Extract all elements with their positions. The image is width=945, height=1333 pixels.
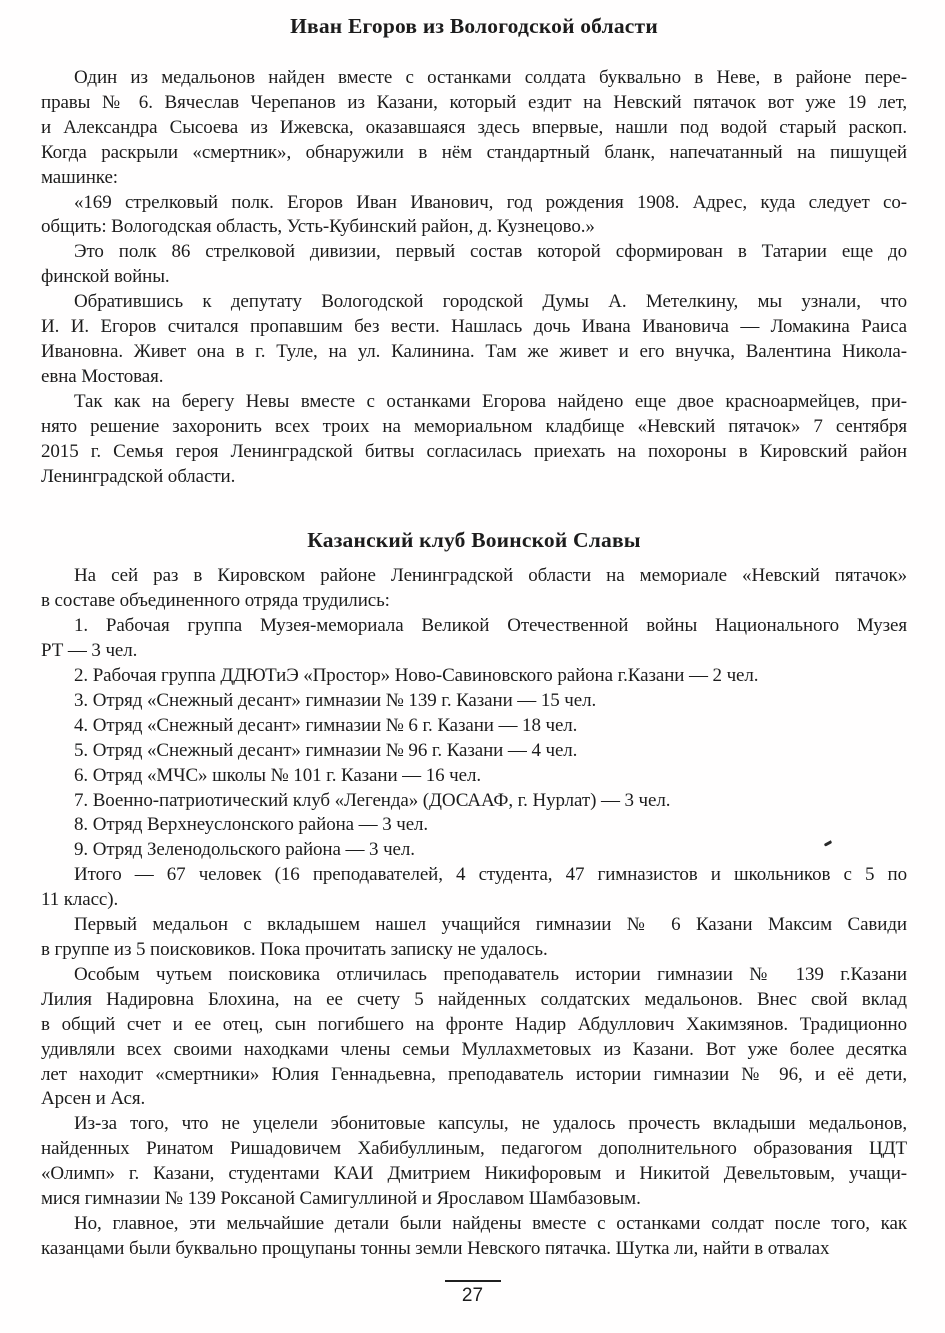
text-line: Когда раскрыли «смертник», обнаружили в нём стандартный бланк, напечатанный на пишущей [41, 141, 907, 163]
page-content [41, 12, 907, 1262]
text-line: 4. Отряд «Снежный десант» гимназии № 6 г. Казани — 18 чел. [74, 714, 578, 736]
text-line: 6. Отряд «МЧС» школы № 101 г. Казани — 16 чел. [74, 764, 481, 786]
text-line: 5. Отряд «Снежный десант» гимназии № 96 г. Казани — 4 чел. [74, 739, 578, 761]
text-line: Лилия Надировна Блохина, на ее счету 5 найденных солдатских медальонов. Внес свой вклад [41, 988, 907, 1010]
text-line: казанцами были буквально прощупаны тонны земли Невского пятачка. Шутка ли, найти в отвалах [41, 1237, 830, 1259]
paragraph [41, 963, 907, 1112]
paragraph [41, 838, 907, 863]
text-line: 8. Отряд Верхнеуслонского района — 3 чел. [74, 814, 429, 836]
paragraph [41, 789, 907, 814]
text-line: в составе объединенного отряда трудились: [41, 590, 390, 612]
page-footer [0, 1280, 945, 1307]
section-heading: Иван Егоров из Вологодской области [290, 14, 658, 38]
paragraph [41, 390, 907, 490]
text-line: Ленинградской области. [41, 465, 236, 487]
paragraph [41, 564, 907, 614]
page-number: 27 [461, 1285, 484, 1306]
text-line: в группе из 5 поисковиков. Пока прочитать записку не удалось. [41, 939, 548, 960]
paragraph [41, 240, 907, 290]
paragraph [41, 66, 907, 191]
paragraph [41, 290, 907, 390]
text-line: 2015 г. Семья героя Ленинградской битвы согласилась приехать на похороны в Кировский район [41, 440, 907, 462]
paragraph [41, 614, 907, 664]
paragraph [41, 813, 907, 838]
text-line: Итого — 67 человек (16 преподавателей, 4 студента, 47 гимназистов и школьников с 5 по [74, 864, 907, 886]
text-line: 3. Отряд «Снежный десант» гимназии № 139 г. Казани — 15 чел. [74, 689, 597, 711]
text-line: Арсен и Ася. [41, 1088, 146, 1110]
text-line: найденных Ринатом Ришадовичем Хабибуллиным, педагогом дополнительного образования ЦДТ [41, 1138, 907, 1160]
text-line: мися гимназии № 139 Роксаной Самигуллиной и Ярославом Шамбазовым. [41, 1188, 641, 1210]
paragraph [41, 1212, 907, 1262]
footer-divider [445, 1280, 501, 1282]
text-line: финской войны. [41, 266, 170, 288]
text-line: и Александра Сысоева из Ижевска, оказавшаяся здесь впервые, нашли под водой старый раскоп. [41, 116, 907, 138]
text-line: лет находит «смертники» Юлия Геннадьевна, преподаватель истории гимназии № 96, и её дети, [41, 1063, 907, 1085]
text-line: На сей раз в Кировском районе Ленинградской области на мемориале «Невский пятачок» [74, 565, 907, 587]
text-line: РТ — 3 чел. [41, 640, 138, 662]
text-line: нято решение захоронить всех троих на мемориальном кладбище «Невский пятачок» 7 сентября [41, 415, 907, 437]
text-line: «Олимп» г. Казани, студентами КАИ Дмитрием Никифоровым и Никитой Девельтовым, учащи- [41, 1163, 907, 1185]
paragraph [41, 714, 907, 739]
text-line: евна Мостовая. [41, 365, 164, 387]
paragraph [41, 764, 907, 789]
paragraph [41, 913, 907, 963]
text-line: Это полк 86 стрелковой дивизии, первый состав которой сформирован в Татарии еще до [74, 241, 907, 263]
paragraph [41, 739, 907, 764]
text-line: Из-за того, что не уцелели эбонитовые капсулы, не удалось прочесть вкладыши медальонов, [74, 1113, 907, 1135]
text-line: правы № 6. Вячеслав Черепанов из Казани, который ездит на Невский пятачок вот уже 19 лет, [41, 91, 907, 113]
text-line: удивляли всех своими находками члены семьи Муллахметовых из Казани. Вот уже более десятка [41, 1038, 907, 1060]
text-line: 11 класс). [41, 889, 119, 911]
text-line: 2. Рабочая группа ДДЮТиЭ «Простор» Ново-Савиновского района г.Казани — 2 чел. [74, 665, 759, 687]
section-heading: Казанский клуб Воинской Славы [307, 528, 641, 553]
text-line: общить: Вологодская область, Усть-Кубинский район, д. Кузнецово.» [41, 216, 595, 238]
text-line: Первый медальон с вкладышем нашел учащийся гимназии № 6 Казани Максим Савиди [74, 914, 907, 936]
text-line: Но, главное, эти мельчайшие детали были найдены вместе с останками солдат после того, как [74, 1212, 907, 1234]
text-line: 9. Отряд Зеленодольского района — 3 чел. [74, 839, 415, 861]
text-line: машинке: [41, 166, 118, 188]
paragraph [41, 1112, 907, 1212]
text-line: Один из медальонов найден вместе с останками солдата буквально в Неве, в районе пере- [74, 67, 907, 88]
text-line: 1. Рабочая группа Музея-мемориала Великой Отечественной войны Национального Музея [74, 615, 907, 637]
paragraph [41, 191, 907, 241]
text-line: Ивановна. Живет она в г. Туле, на ул. Калинина. Там же живет и его внучка, Валентина Никола- [41, 340, 907, 362]
text-line: в общий счет и ее отец, сын погибшего на фронте Надир Абдуллович Хакимзянов. Традиционно [41, 1013, 907, 1035]
paragraph [41, 689, 907, 714]
paragraph [41, 664, 907, 689]
text-line: «169 стрелковый полк. Егоров Иван Иванович, год рождения 1908. Адрес, куда следует со- [74, 191, 907, 213]
text-line: Так как на берегу Невы вместе с останками Егорова найдено еще двое красноармейцев, при- [74, 390, 907, 412]
text-line: Обратившись к депутату Вологодской городской Думы А. Метелкину, мы узнали, что [74, 291, 907, 313]
paragraph [41, 863, 907, 913]
text-line: И. И. Егоров считался пропавшим без вести. Нашлась дочь Ивана Ивановича — Ломакина Раиса [41, 316, 907, 338]
text-line: Особым чутьем поисковика отличилась преподаватель истории гимназии № 139 г.Казани [74, 963, 907, 985]
text-line: 7. Военно-патриотический клуб «Легенда» (ДОСААФ, г. Нурлат) — 3 чел. [74, 789, 671, 811]
